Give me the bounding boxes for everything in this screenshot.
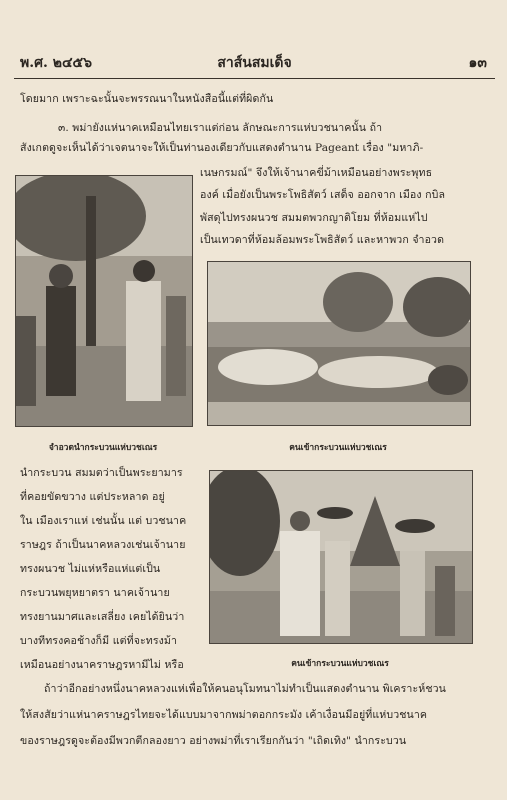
text-line: ของราษฎรดูจะต้องมีพวกตีกลองยาว อย่างพม่าที่เราเรียกกันว่า "เถิดเทิง" นำกระบวน <box>20 735 407 747</box>
header-year: พ.ศ. ๒๔๕๖ <box>20 55 93 71</box>
text-line: ทรงผนวช ไม่แห่หรือแห่แต่เป็น <box>20 563 161 575</box>
text-line: พัสดุไปทรงผนวช สมมตพวกญาติโยม ที่ห้อมแห่ไป <box>200 212 428 224</box>
text-line: ๓. พม่ายังแห่นาคเหมือนไทยเราแต่ก่อน ลักษณะการแห่บวชนาคนั้น ถ้า <box>58 122 383 134</box>
text-line: ทรงยานมาศและเสลี่ยง เคยได้ยินว่า <box>20 611 185 623</box>
photo-performers <box>15 175 193 427</box>
photo-procession-image <box>210 471 472 643</box>
photo-caption: คนเข้ากระบวนแห่บวชเณร <box>291 659 389 669</box>
text-line: ให้สงสัยว่าแห่นาคราษฎรไทยจะได้แบบมาจากพม่าตอกกระมัง เค้าเงื่อนมีอยู่ที่แห่บวชนาค <box>20 709 428 721</box>
text-line: ถ้าว่าอีกอย่างหนึ่งนาคหลวงแห่เพื่อให้คนอนุโมทนาไม่ทำเป็นแสดงตำนาน พิเคราะห์ชวน <box>44 683 446 695</box>
header-title: สาส์นสมเด็จ <box>217 55 292 71</box>
text-line: โดยมาก เพราะฉะนั้นจะพรรณนาในหนังสือนี้แต่ที่ผิดกัน <box>20 93 274 105</box>
text-line: เนษกรมณ์" จึงให้เจ้านาคขี่ม้าเหมือนอย่างพระพุทธ <box>200 167 433 179</box>
text-line: ใน เมืองเราแห่ เช่นนั้น แต่ บวชนาค <box>20 515 187 527</box>
text-line: สังเกตดูจะเห็นได้ว่าเจตนาจะให้เป็นท่านองเดียวกับแสดงตำนาน Pageant เรื่อง "มหาภิ- <box>20 142 424 154</box>
photo-performers-image <box>16 176 192 426</box>
photo-caption: จำอวดนำกระบวนแห่บวชเณร <box>48 443 158 453</box>
header-rule <box>14 78 495 79</box>
text-line: เป็นเทวดาที่ห้อมล้อมพระโพธิสัตว์ และหาพวก จำอวด <box>200 234 445 246</box>
photo-crowd <box>207 261 471 426</box>
page-number: ๑๓ <box>468 55 487 71</box>
text-line: เหมือนอย่างนาคราษฎรหามีไม่ หรือ <box>20 659 184 671</box>
text-line: นำกระบวน สมมตว่าเป็นพระยามาร <box>20 467 183 479</box>
text-line: องค์ เมื่อยังเป็นพระโพธิสัตว์ เสด็จ ออกจาก เมือง กบิล <box>200 189 446 201</box>
text-line: ราษฎร ถ้าเป็นนาคหลวงเช่นเจ้านาย <box>20 539 186 551</box>
text-line: ที่คอยขัดขวาง แต่ประหลาด อยู่ <box>20 491 165 503</box>
photo-crowd-image <box>208 262 470 425</box>
photo-caption: คนเข้ากระบวนแห่บวชเณร <box>289 443 387 453</box>
text-line: บางทีทรงคอช้างก็มี แต่ที่จะทรงม้า <box>20 635 178 647</box>
page-header <box>16 52 493 74</box>
photo-procession <box>209 470 473 644</box>
text-line: กระบวนพยุหยาตรา นาคเจ้านาย <box>20 587 170 599</box>
